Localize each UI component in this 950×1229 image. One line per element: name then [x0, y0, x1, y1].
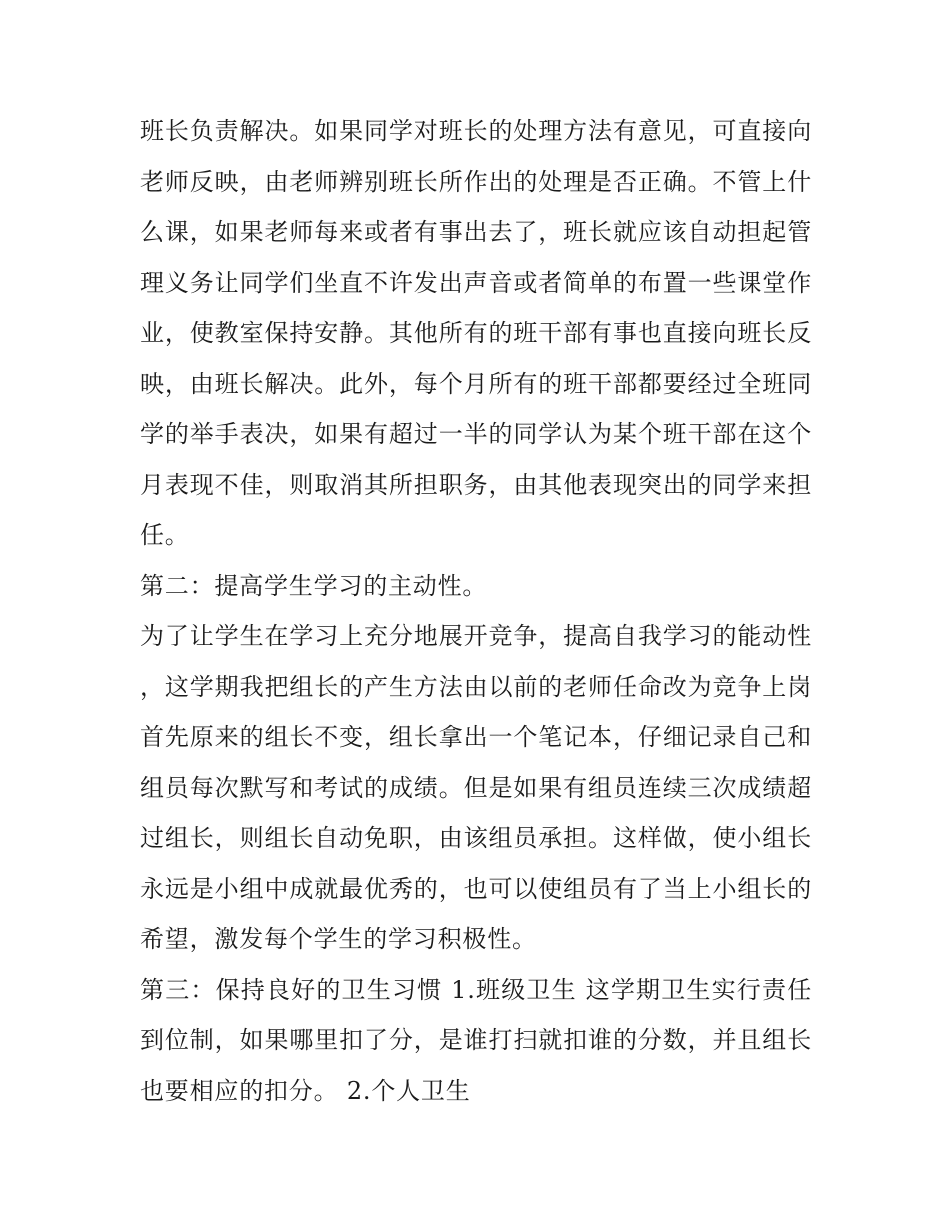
paragraph-hygiene-habits: 第三：保持良好的卫生习惯 1.班级卫生 这学期卫生实行责任到位制，如果哪里扣了分，是谁打扫就扣谁的分数，并且组长也要相应的扣分。 2.个人卫生 — [140, 975, 812, 1105]
paragraph-class-monitor-duties: 班长负责解决。如果同学对班长的处理方法有意见，可直接向老师反映，由老师辨别班长所作出的处理是否正确。不管上什么课，如果老师每来或者有事出去了，班长就应该自动担起管理义务让同学们坐直不许发出声音或者简单的布置一些课堂作业，使教室保持安静。其他所有的班干部有事也直接向班长反映，由班长解决。此外，每个月所有的班干部都要经过全班同学的举手表决，如果有超过一半的同学认为某个班干部在这个月表现不佳，则取消其所担职务，由其他表现突出的同学来担任。 — [140, 117, 812, 549]
heading-second-point: 第二：提高学生学习的主动性。 — [140, 571, 488, 600]
document-body — [140, 106, 812, 1116]
paragraph-group-leader-competition: 为了让学生在学习上充分地展开竞争，提高自我学习的能动性，这学期我把组长的产生方法由以前的老师任命改为竞争上岗首先原来的组长不变，组长拿出一个笔记本，仔细记录自己和组员每次默写和考试的成绩。但是如果有组员连续三次成绩超过组长，则组长自动免职，由该组员承担。这样做，使小组长永远是小组中成就最优秀的，也可以使组员有了当上小组长的希望，激发每个学生的学习积极性。 — [140, 622, 812, 953]
